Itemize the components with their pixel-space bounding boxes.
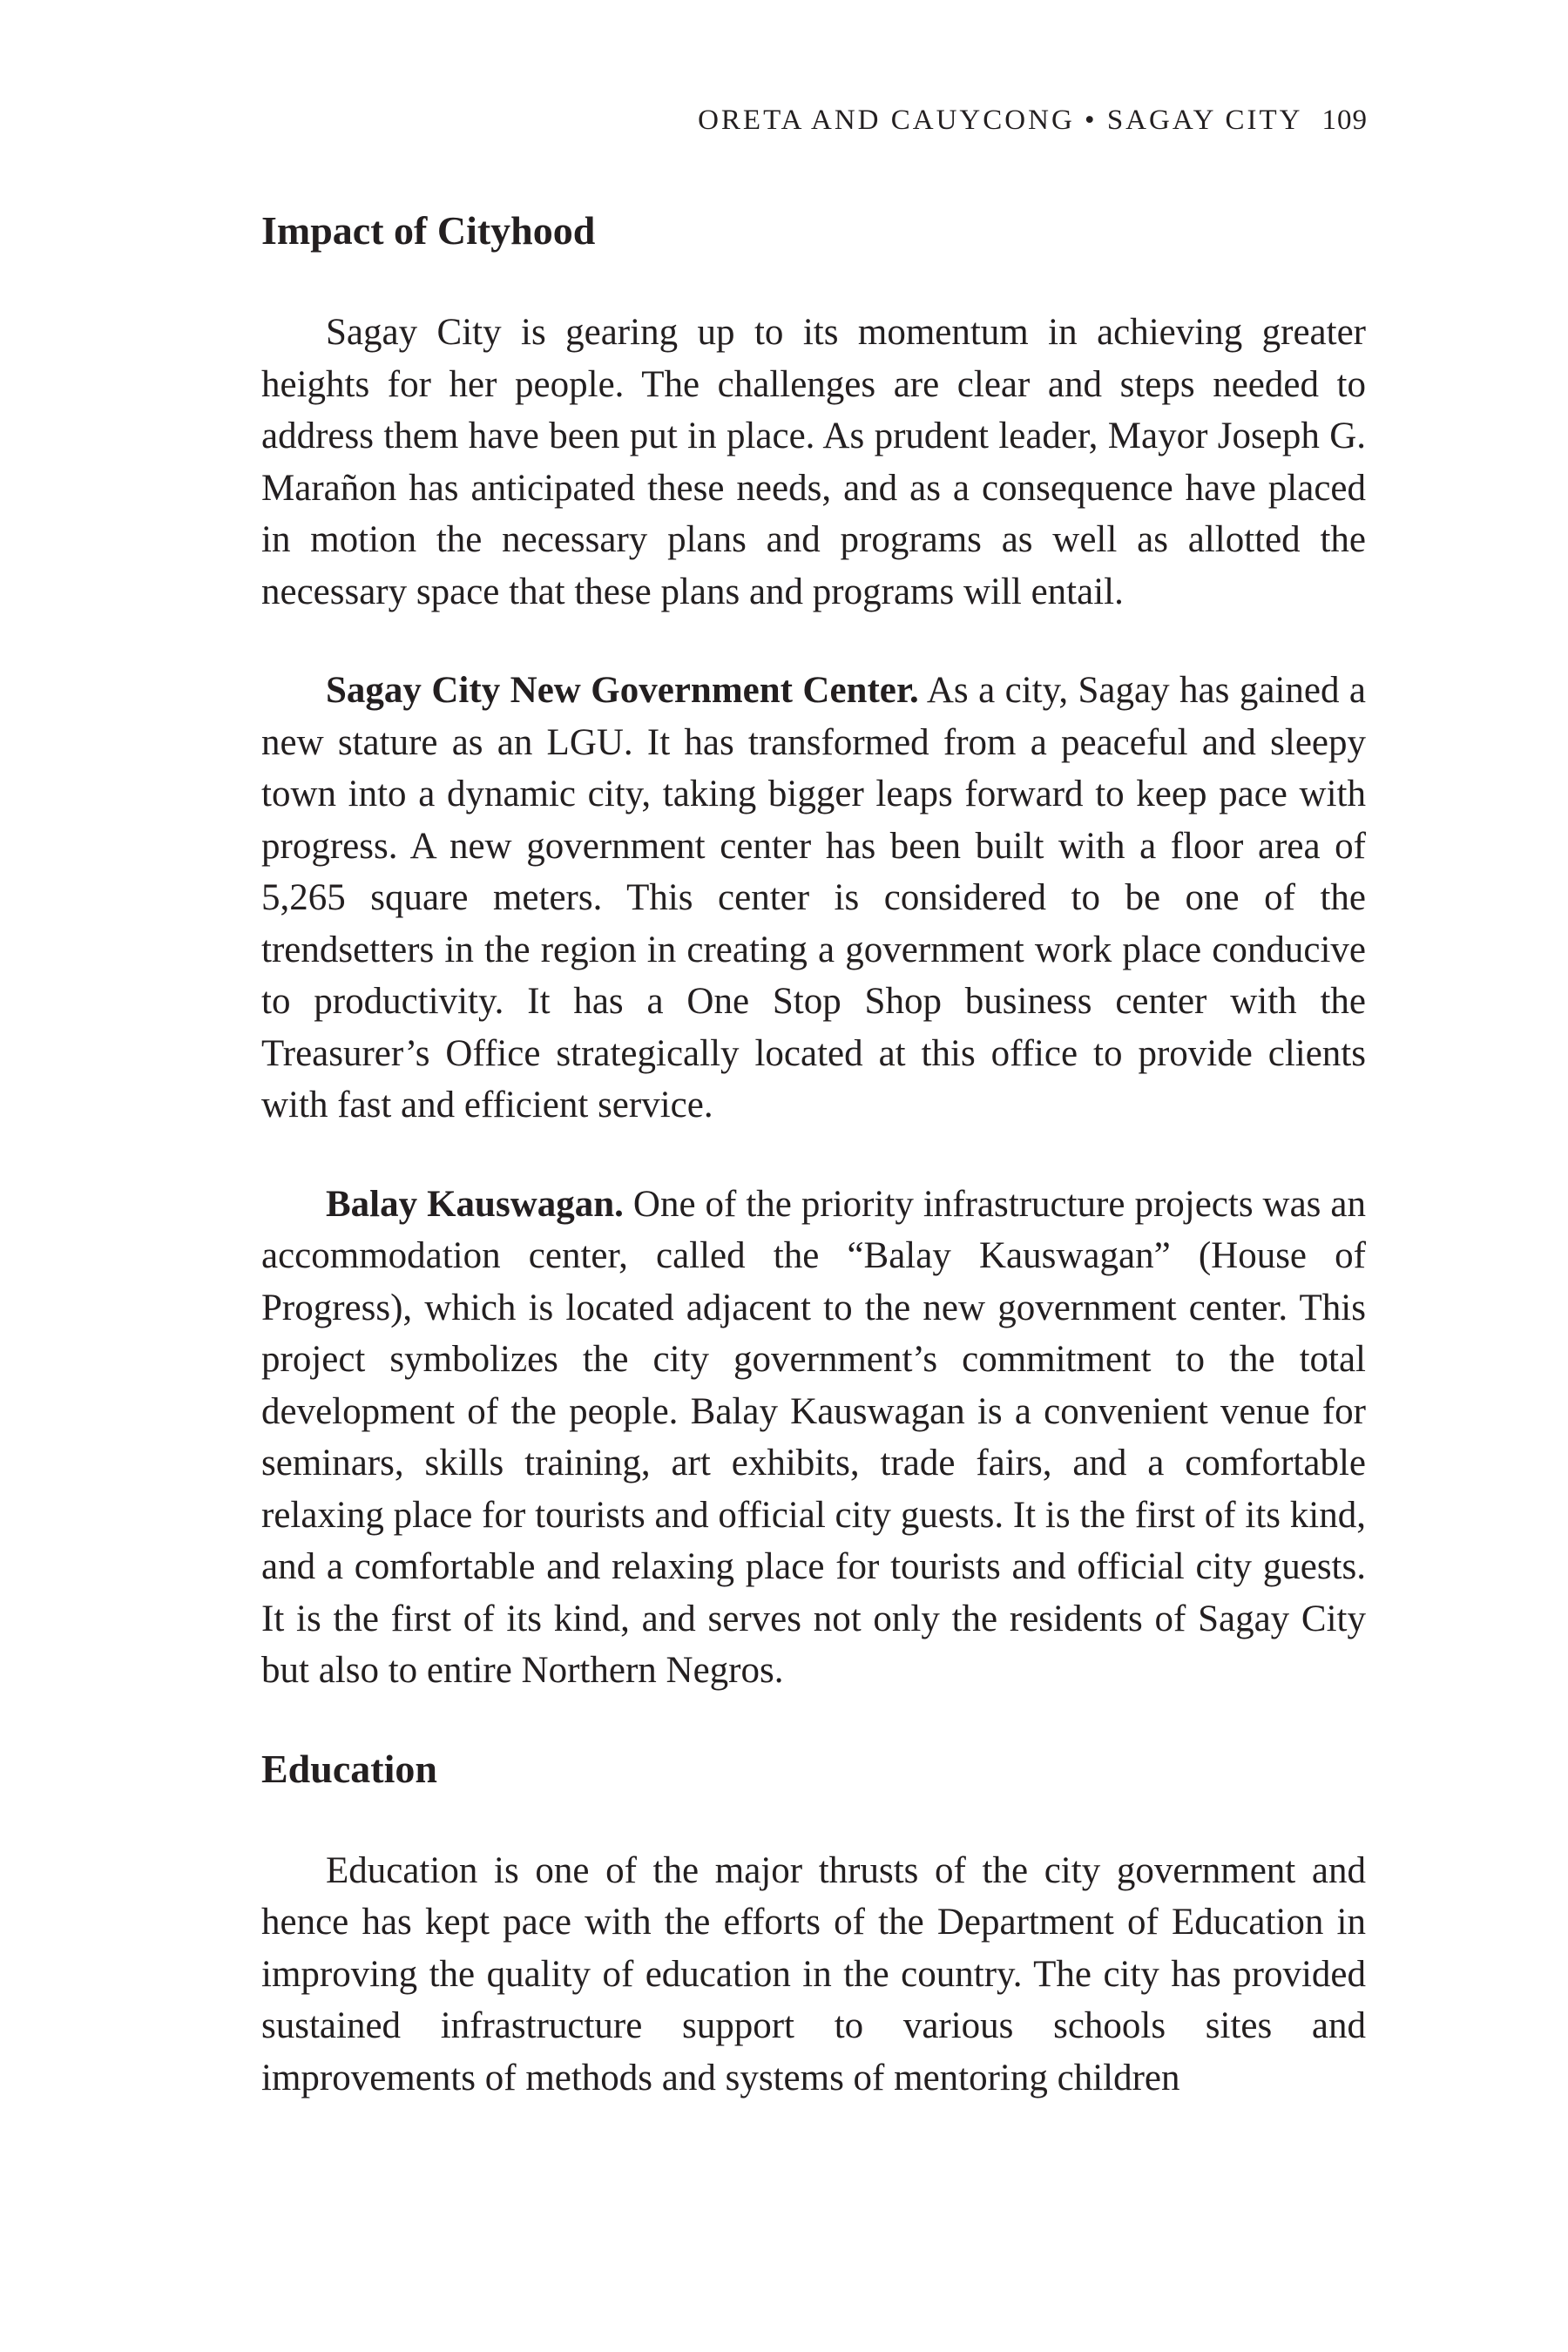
- paragraph-text: Education is one of the major thrusts of the city government and hence has kept pace with the efforts of the Department of Education in improving the quality of education in the country. The city has provided sustained infrastructure support to various schools sites and improvements of methods and systems of mentoring children: [261, 1849, 1366, 2099]
- section-heading-education: Education: [261, 1746, 437, 1791]
- run-in-heading-balay-kauswagan: Balay Kauswagan.: [326, 1183, 624, 1225]
- section-heading-impact-of-cityhood: Impact of Cityhood: [261, 208, 596, 253]
- paragraph-education-intro: [261, 1845, 1366, 2105]
- run-in-heading-government-center: Sagay City New Government Center.: [326, 670, 919, 711]
- paragraph-text: One of the priority infrastructure projects was an accommodation center, called the “Balay Kauswagan” (House of Progress), which is located adjacent to the new government center. This project symbolizes the city government’s commitment to the total development of the people. Balay Kauswagan is a convenient venue for seminars, skills training, art exhibits, trade fairs, and a comfortable relaxing place for tourists and official city guests. It is the first of its kind, and a comfortable and relaxing place for tourists and official city guests. It is the first of its kind, and serves not only the residents of Sagay City but also to entire Northern Negros.: [261, 1183, 1366, 1691]
- running-head: [698, 105, 1368, 137]
- paragraph-cityhood-intro: [261, 307, 1366, 618]
- paragraph-government-center: [261, 665, 1366, 1132]
- paragraph-text: As a city, Sagay has gained a new stature as an LGU. It has transformed from a peaceful and sleepy town into a dynamic city, taking bigger leaps forward to keep pace with progress. A new government center has been built with a floor area of 5,265 square meters. This center is considered to be one of the trendsetters in the region in creating a government work place conducive to productivity. It has a One Stop Shop business center with the Treasurer’s Office strategically located at this office to provide clients with fast and efficient service.: [261, 670, 1366, 1125]
- paragraph-text: Sagay City is gearing up to its momentum in achieving greater heights for her people. The challenges are clear and steps needed to address them have been put in place. As prudent leader, Mayor Joseph G. Marañon has anticipated these needs, and as a consequence have placed in motion the necessary plans and programs as well as allotted the necessary space that these plans and programs will entail.: [261, 312, 1366, 612]
- page-number: 109: [1321, 105, 1368, 136]
- page-body: [261, 202, 1366, 2104]
- paragraph-balay-kauswagan: [261, 1179, 1366, 1697]
- running-head-title: ORETA AND CAUYCONG • SAGAY CITY: [698, 105, 1303, 136]
